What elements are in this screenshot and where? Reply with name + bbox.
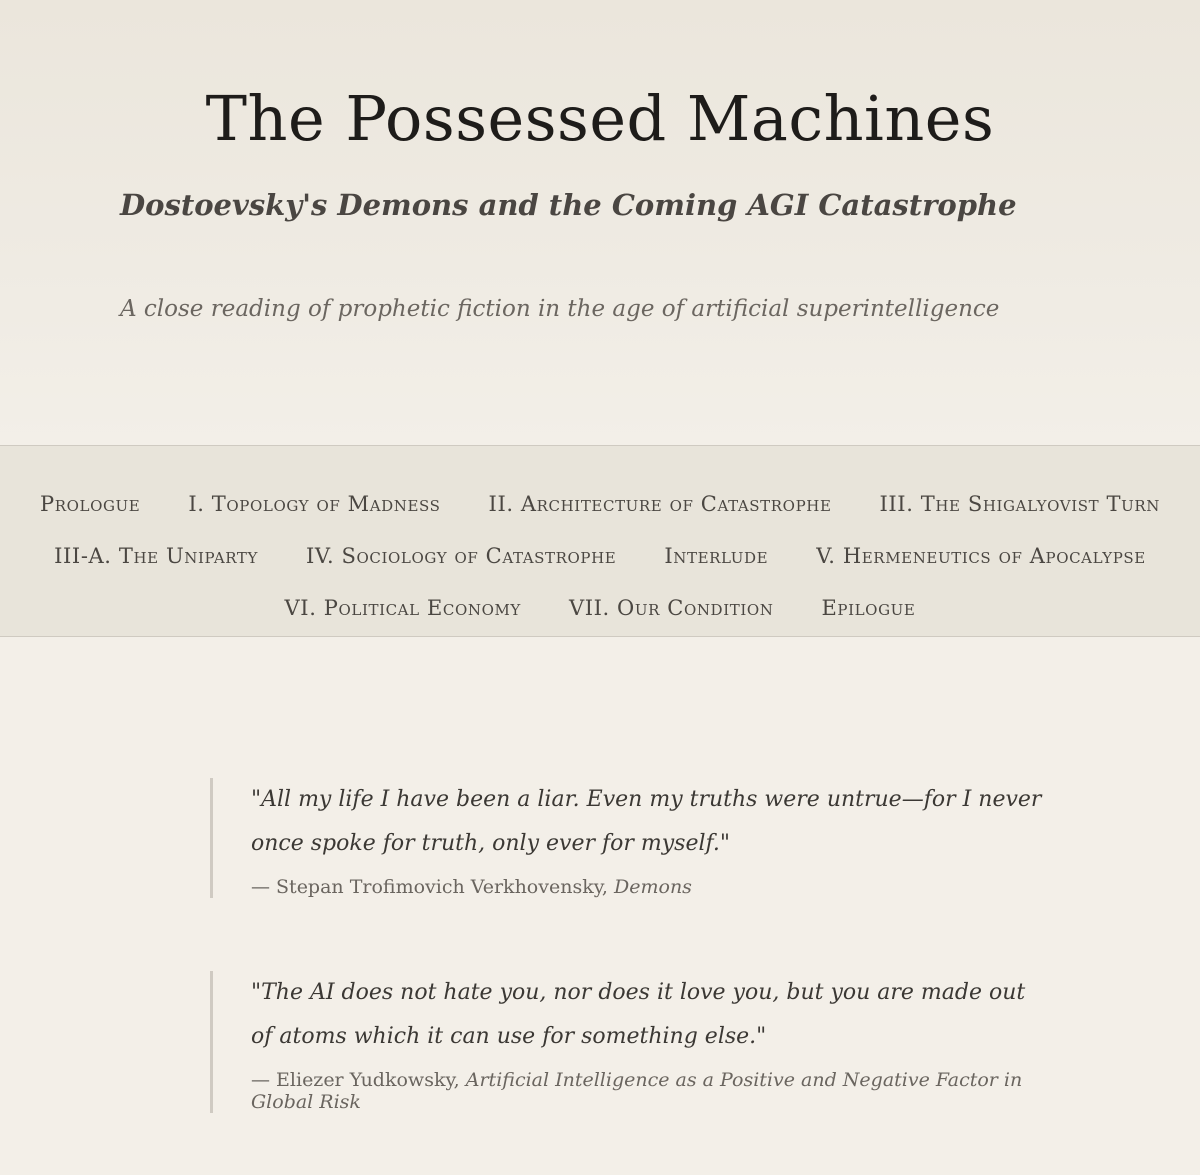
quote-attribution	[251, 1069, 1050, 1113]
nav-link-political-economy[interactable]: VI. Political Economy	[284, 596, 521, 620]
quote-attribution	[251, 876, 1050, 898]
epigraph-quote	[210, 778, 1050, 898]
nav-row	[0, 478, 1200, 530]
epigraph-quote	[210, 971, 1050, 1113]
quote-text: "The AI does not hate you, nor does it love you, but you are made out of atoms which it can use for something else."	[251, 980, 1026, 1049]
nav-link-epilogue[interactable]: Epilogue	[821, 596, 916, 620]
page-subtitle: Dostoevsky's Demons and the Coming AGI Catastrophe	[120, 188, 1017, 222]
nav-link-topology-of-madness[interactable]: I. Topology of Madness	[188, 492, 441, 516]
nav-link-our-condition[interactable]: VII. Our Condition	[568, 596, 774, 620]
nav-link-interlude[interactable]: Interlude	[664, 544, 769, 568]
quote-work: Demons	[614, 876, 692, 898]
nav-link-uniparty[interactable]: III-A. The Uniparty	[54, 544, 258, 568]
nav-link-architecture-of-catastrophe[interactable]: II. Architecture of Catastrophe	[488, 492, 832, 516]
nav-link-sociology-of-catastrophe[interactable]: IV. Sociology of Catastrophe	[306, 544, 617, 568]
nav-link-shigalyovist-turn[interactable]: III. The Shigalyovist Turn	[879, 492, 1160, 516]
quote-text: "All my life I have been a liar. Even my truths were untrue—for I never once spoke for truth, only ever for myself."	[251, 787, 1042, 856]
page-title: The Possessed Machines	[205, 82, 995, 155]
main-content	[0, 637, 1200, 1174]
nav-row	[0, 530, 1200, 582]
page-header	[0, 0, 1200, 445]
nav-row	[0, 582, 1200, 634]
chapter-navigation	[0, 445, 1200, 637]
quote-work: Artificial Intelligence as a Positive and Negative Factor in Global Risk	[251, 1069, 1023, 1113]
page-tagline: A close reading of prophetic fiction in the age of artificial superintelligence	[120, 296, 1000, 322]
quote-author: — Stepan Trofimovich Verkhovensky,	[251, 876, 615, 898]
quote-author: — Eliezer Yudkowsky,	[251, 1069, 466, 1091]
nav-link-hermeneutics-of-apocalypse[interactable]: V. Hermeneutics of Apocalypse	[816, 544, 1146, 568]
nav-link-prologue[interactable]: Prologue	[39, 492, 141, 516]
